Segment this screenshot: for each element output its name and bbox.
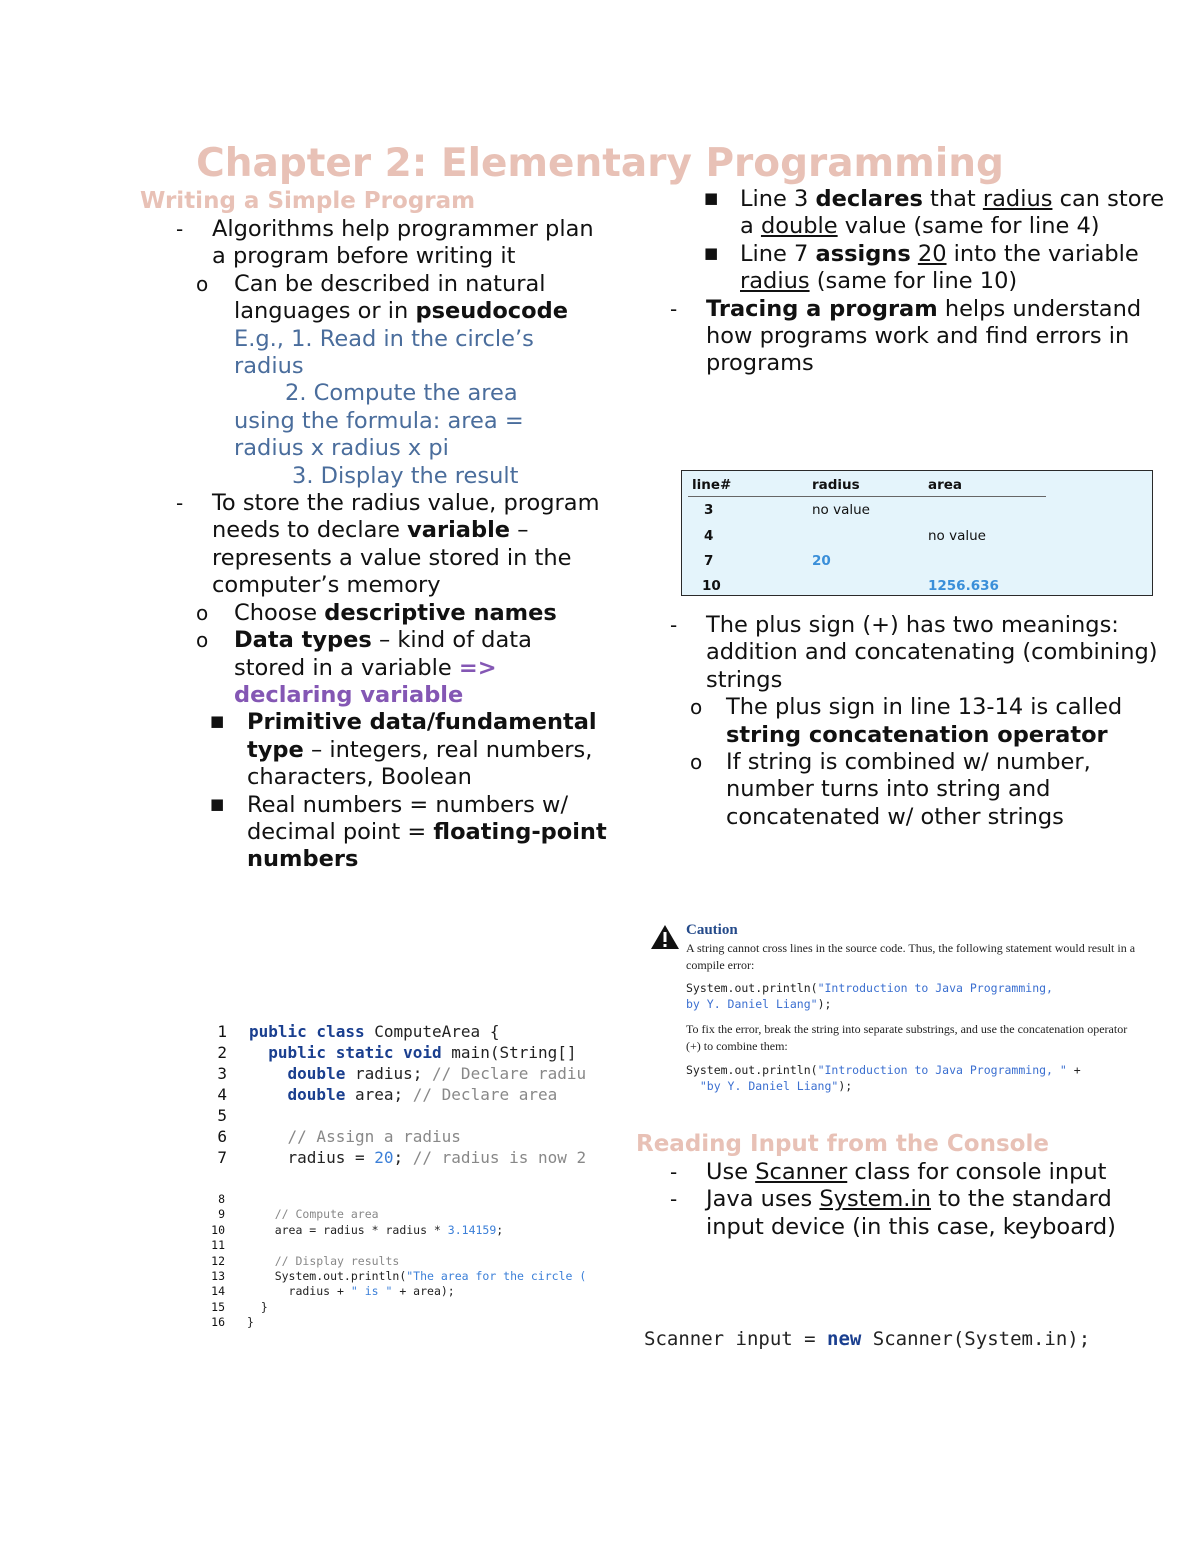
sub-sub-bullet-real-numbers: ■ Real numbers = numbers w/ decimal point = floating-point numbers xyxy=(210,791,607,873)
line-number: 6 xyxy=(217,1127,227,1146)
circle-marker: o xyxy=(196,628,209,653)
code-token: radius + xyxy=(247,1284,351,1299)
dash-marker: - xyxy=(670,296,678,321)
line-number: 14 xyxy=(211,1284,225,1299)
code-token xyxy=(247,1254,275,1268)
line-number: 13 xyxy=(211,1269,225,1284)
code-token: main(String[] xyxy=(441,1043,577,1062)
code-token: 20 xyxy=(374,1148,394,1167)
line-number: 4 xyxy=(217,1085,227,1104)
bullet-line3-declares: ■ Line 3 declares that radius can store a double value (same for line 4) xyxy=(704,186,1165,240)
line-number: 7 xyxy=(217,1148,227,1167)
code-line xyxy=(205,1207,601,1222)
code-token: // Declare radiu xyxy=(432,1064,587,1083)
code-line xyxy=(205,1084,601,1105)
square-marker: ■ xyxy=(704,189,719,207)
code-token: double xyxy=(249,1085,346,1104)
example-step-3: 3. Display the result xyxy=(292,462,519,489)
sub-bullet-pseudocode: o Can be described in natural languages or in pseudocode xyxy=(196,270,568,325)
bullet-system-in: - Java uses System.in to the standard input device (in this case, keyboard) xyxy=(670,1186,1116,1240)
code-token: System.out.println( xyxy=(247,1269,407,1284)
code-token: "The area for the circle ( xyxy=(406,1269,587,1284)
section-heading-simple-program: Writing a Simple Program xyxy=(140,188,476,214)
plus-sign-section xyxy=(636,612,1166,831)
bullet-line7-assigns: ■ Line 7 assigns 20 into the variable radius (same for line 10) xyxy=(704,240,1139,295)
code-token: radius = xyxy=(249,1148,375,1167)
line-number: 3 xyxy=(217,1064,227,1083)
table-row: 3 no value xyxy=(704,502,870,518)
square-marker: ■ xyxy=(210,712,225,731)
code-token: public class xyxy=(249,1022,365,1041)
code-token: double xyxy=(249,1064,346,1083)
code-line xyxy=(205,1105,601,1126)
code-token: // Declare area xyxy=(412,1085,558,1104)
sub-sub-bullet-primitive: ■ Primitive data/fundamental type – integers, real numbers, characters, Boolean xyxy=(210,709,597,791)
example-step-2b: using the formula: area = xyxy=(234,407,524,434)
line-number: 2 xyxy=(217,1043,227,1062)
code-line xyxy=(205,1269,601,1284)
code-line xyxy=(205,1300,601,1315)
table-row: 7 20 xyxy=(704,553,831,569)
code-token: area = radius * radius * xyxy=(247,1222,448,1237)
bullet-plus-sign: - The plus sign (+) has two meanings: addition and concatenating (combining) strings xyxy=(670,612,1158,693)
code-line xyxy=(205,1147,601,1168)
caution-text-2: To fix the error, break the string into separate substrings, and use the concatenation operator (+) to combine them: xyxy=(686,1022,1128,1053)
code-token: } xyxy=(247,1299,268,1314)
code-token: radius; xyxy=(345,1064,433,1083)
code-token: ; xyxy=(393,1148,413,1167)
code-line xyxy=(205,1126,601,1147)
example-step-2a: 2. Compute the area xyxy=(285,380,518,407)
bullet-algorithms: - Algorithms help programmer plan a program before writing it xyxy=(176,216,594,270)
code-token xyxy=(249,1127,288,1146)
line-number: 15 xyxy=(211,1299,225,1314)
circle-marker: o xyxy=(690,750,703,775)
dash-marker: - xyxy=(670,613,678,637)
code-line xyxy=(205,1284,601,1299)
circle-marker: o xyxy=(690,695,703,720)
code-listing-compute-area xyxy=(205,1021,601,1168)
code-token: // Assign a radius xyxy=(287,1127,461,1146)
warning-icon xyxy=(650,924,680,950)
dash-marker: - xyxy=(670,1160,678,1184)
caution-code-1: System.out.println("Introduction to Java Programming, by Y. Daniel Liang"); xyxy=(686,981,1053,1011)
code-token: ; xyxy=(496,1222,504,1237)
sub-bullet-string-number: o If string is combined w/ number, number turns into string and concatenated w/ other strings xyxy=(690,749,1091,830)
caution-title: Caution xyxy=(686,922,738,938)
line-number: 1 xyxy=(217,1022,227,1041)
table-divider xyxy=(688,496,1046,497)
code-token: ComputeArea { xyxy=(364,1022,500,1041)
sub-bullet-data-types: o Data types – kind of data stored in a variable => declaring variable xyxy=(196,627,532,708)
line-number: 16 xyxy=(211,1315,225,1330)
bullet-scanner: - Use Scanner class for console input xyxy=(670,1159,1107,1185)
bullet-variable: - To store the radius value, program needs to declare variable – represents a value stored in the computer’s memory xyxy=(176,490,600,599)
code-token: area; xyxy=(345,1085,413,1104)
right-column xyxy=(636,186,1166,378)
code-line xyxy=(205,1192,601,1207)
section-heading-reading-input: Reading Input from the Console xyxy=(636,1131,1049,1157)
table-row: 4 no value xyxy=(704,528,986,544)
table-row: 10 1256.636 xyxy=(702,578,999,594)
line-number: 12 xyxy=(211,1253,225,1268)
bullet-tracing: - Tracing a program helps understand how programs work and find errors in programs xyxy=(670,295,1142,377)
circle-marker: o xyxy=(196,600,209,625)
sub-bullet-descriptive-names: o Choose descriptive names xyxy=(196,599,557,626)
line-number: 10 xyxy=(211,1222,225,1237)
scanner-code-line: Scanner input = new Scanner(System.in); xyxy=(644,1328,1091,1350)
line-number: 9 xyxy=(218,1207,225,1222)
square-marker: ■ xyxy=(210,794,225,813)
code-token: // Display results xyxy=(274,1253,400,1268)
code-line xyxy=(205,1315,601,1330)
code-token: " is " xyxy=(350,1284,393,1299)
code-token: // Compute area xyxy=(274,1207,379,1222)
example-step-2c: radius x radius x pi xyxy=(234,435,449,462)
code-token: + area); xyxy=(392,1284,455,1299)
reading-input-section xyxy=(636,1129,1166,1241)
dash-marker: - xyxy=(176,491,184,516)
code-line xyxy=(205,1223,601,1238)
left-column xyxy=(140,186,610,874)
code-token: // radius is now 2 xyxy=(412,1148,587,1167)
line-number: 5 xyxy=(217,1106,227,1125)
dash-marker: - xyxy=(176,217,184,241)
code-line xyxy=(205,1254,601,1269)
page-title: Chapter 2: Elementary Programming xyxy=(196,141,1004,186)
code-line xyxy=(205,1063,601,1084)
code-line xyxy=(205,1238,601,1253)
example-step-1: E.g., 1. Read in the circle’s radius xyxy=(234,325,534,380)
code-line xyxy=(205,1042,601,1063)
trace-table xyxy=(681,470,1153,596)
code-token: public static void xyxy=(249,1043,442,1062)
code-line xyxy=(205,1021,601,1042)
code-token xyxy=(247,1207,275,1221)
dash-marker: - xyxy=(670,1187,678,1212)
caution-text-1: A string cannot cross lines in the source code. Thus, the following statement would result in a compile error: xyxy=(686,941,1136,972)
square-marker: ■ xyxy=(704,243,719,262)
code-token: } xyxy=(247,1315,254,1330)
caution-code-2: System.out.println("Introduction to Java Programming, " + "by Y. Daniel Liang"); xyxy=(686,1063,1081,1093)
line-number: 11 xyxy=(211,1238,225,1253)
line-number: 8 xyxy=(218,1192,225,1206)
circle-marker: o xyxy=(196,271,209,296)
code-listing-continued xyxy=(205,1192,601,1331)
sub-bullet-concat-operator: o The plus sign in line 13-14 is called string concatenation operator xyxy=(690,694,1123,748)
code-token: 3.14159 xyxy=(447,1222,497,1237)
trace-table-header: line# radius area xyxy=(692,477,963,493)
